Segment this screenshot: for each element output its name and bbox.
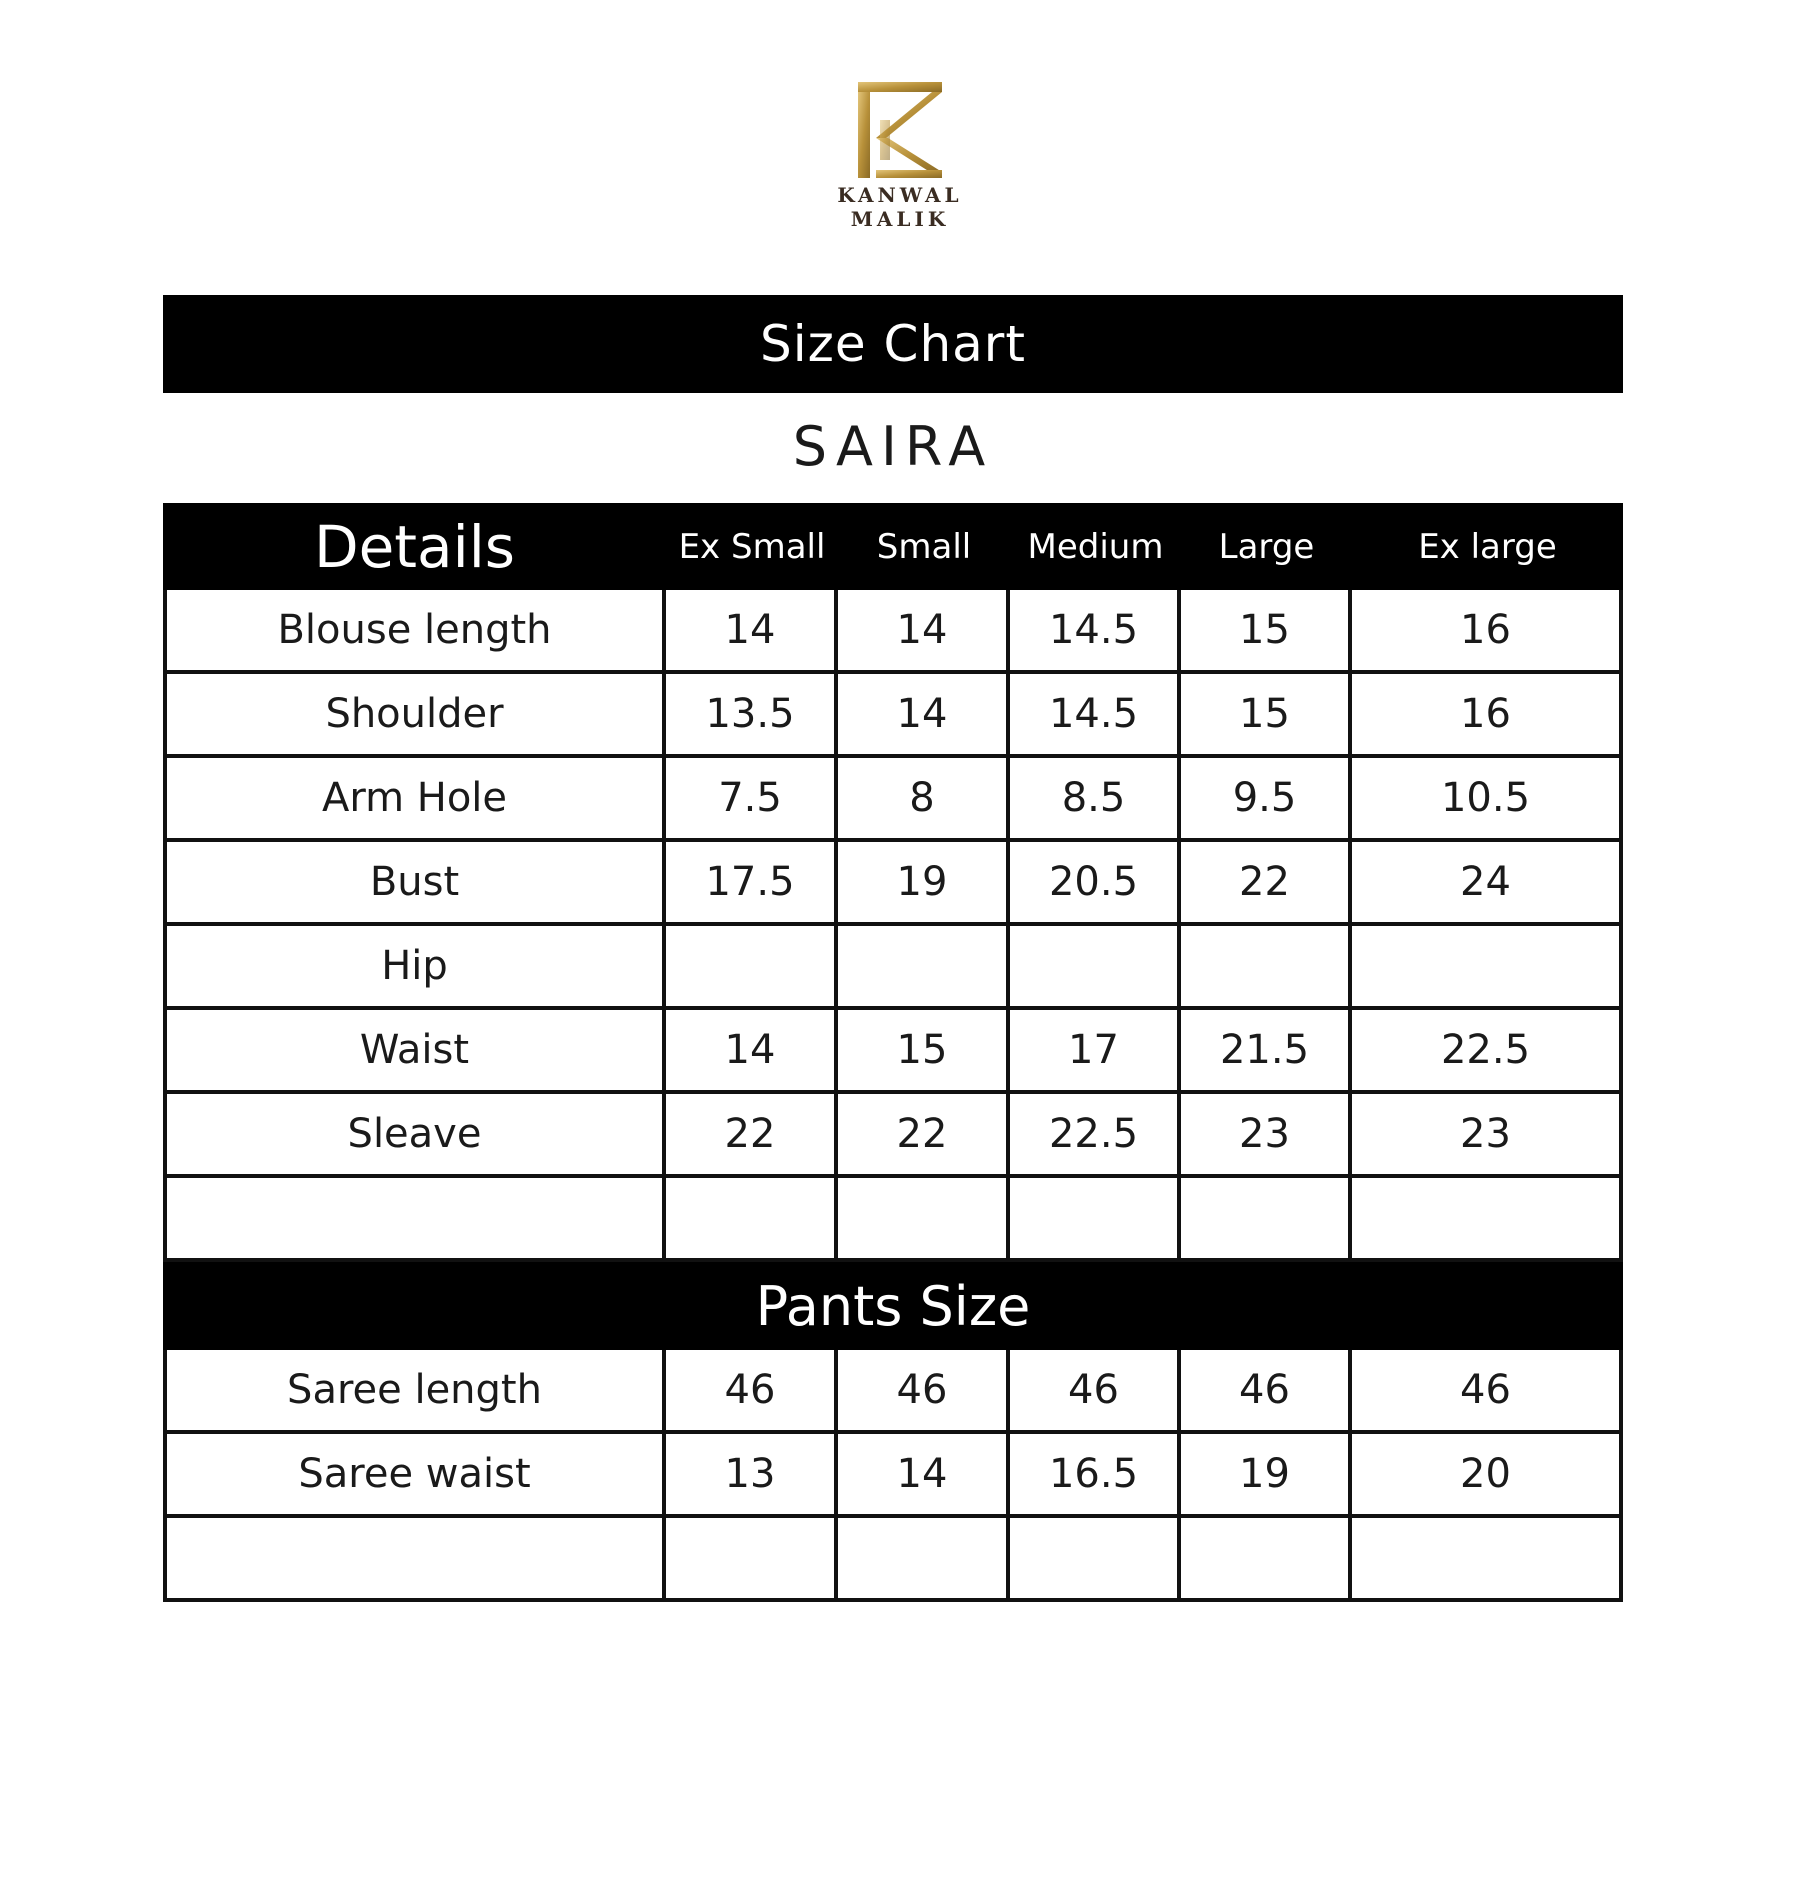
table-row (163, 1010, 1623, 1094)
measurement-cell: 22.5 (1010, 1094, 1181, 1178)
measurement-cell: 22 (1181, 842, 1352, 926)
measurement-cell (838, 1518, 1010, 1602)
measurement-cell (838, 1178, 1010, 1262)
measurement-cell (1010, 1178, 1181, 1262)
measurement-cell: 16 (1352, 590, 1623, 674)
measurement-cell: 17 (1010, 1010, 1181, 1094)
measurement-cell: 14 (666, 590, 838, 674)
measurement-cell (838, 926, 1010, 1010)
measurement-cell: 19 (838, 842, 1010, 926)
kanwal-malik-monogram-icon (856, 80, 944, 180)
table-row (163, 842, 1623, 926)
row-label: Arm Hole (163, 758, 666, 842)
measurement-cell (1352, 1518, 1623, 1602)
pants-section-header (163, 1262, 1623, 1350)
row-label: Blouse length (163, 590, 666, 674)
measurement-cell: 21.5 (1181, 1010, 1352, 1094)
measurement-cell: 9.5 (1181, 758, 1352, 842)
size-chart-banner (163, 295, 1623, 393)
header-size: Ex large (1418, 526, 1557, 567)
pants-section-title: Pants Size (755, 1274, 1031, 1338)
measurement-cell: 10.5 (1352, 758, 1623, 842)
measurement-cell: 17.5 (666, 842, 838, 926)
banner-title: Size Chart (760, 315, 1026, 373)
measurement-cell: 14 (838, 674, 1010, 758)
measurement-cell: 15 (1181, 590, 1352, 674)
row-label: Hip (163, 926, 666, 1010)
measurement-cell: 13 (666, 1434, 838, 1518)
row-label: Sleave (163, 1094, 666, 1178)
measurement-cell: 22 (666, 1094, 838, 1178)
table-row (163, 674, 1623, 758)
measurement-cell: 14 (666, 1010, 838, 1094)
size-table (163, 503, 1623, 1602)
measurement-cell (1352, 1178, 1623, 1262)
table-row (163, 1518, 1623, 1602)
row-label: Bust (163, 842, 666, 926)
header-details: Details (313, 512, 516, 581)
measurement-cell: 46 (666, 1350, 838, 1434)
product-name: SAIRA (792, 415, 994, 478)
brand-logo (790, 80, 1010, 231)
table-row (163, 1434, 1623, 1518)
measurement-cell: 20.5 (1010, 842, 1181, 926)
header-size: Small (876, 526, 972, 567)
measurement-cell: 16.5 (1010, 1434, 1181, 1518)
row-label: Saree waist (163, 1434, 666, 1518)
measurement-cell: 20 (1352, 1434, 1623, 1518)
table-row (163, 926, 1623, 1010)
header-size: Ex Small (678, 526, 826, 567)
measurement-cell: 46 (1352, 1350, 1623, 1434)
measurement-cell: 46 (1010, 1350, 1181, 1434)
row-label: Waist (163, 1010, 666, 1094)
measurement-cell: 14.5 (1010, 590, 1181, 674)
measurement-cell: 14 (838, 590, 1010, 674)
table-row (163, 1178, 1623, 1262)
table-row (163, 1350, 1623, 1434)
measurement-cell: 22 (838, 1094, 1010, 1178)
row-label: Saree length (163, 1350, 666, 1434)
measurement-cell (1181, 926, 1352, 1010)
table-row (163, 1094, 1623, 1178)
row-label (163, 1518, 666, 1602)
measurement-cell: 23 (1352, 1094, 1623, 1178)
measurement-cell (1010, 926, 1181, 1010)
measurement-cell: 14.5 (1010, 674, 1181, 758)
measurement-cell (1181, 1178, 1352, 1262)
measurement-cell: 8.5 (1010, 758, 1181, 842)
row-label (163, 1178, 666, 1262)
measurement-cell: 7.5 (666, 758, 838, 842)
measurement-cell: 23 (1181, 1094, 1352, 1178)
brand-name: KANWAL MALIK (837, 183, 963, 231)
measurement-cell: 14 (838, 1434, 1010, 1518)
measurement-cell: 8 (838, 758, 1010, 842)
measurement-cell: 46 (838, 1350, 1010, 1434)
measurement-cell: 46 (1181, 1350, 1352, 1434)
measurement-cell: 15 (1181, 674, 1352, 758)
table-header-row (163, 503, 1623, 590)
measurement-cell: 22.5 (1352, 1010, 1623, 1094)
measurement-cell (666, 1178, 838, 1262)
measurement-cell (666, 1518, 838, 1602)
measurement-cell (1352, 926, 1623, 1010)
measurement-cell: 15 (838, 1010, 1010, 1094)
header-size: Large (1218, 526, 1315, 567)
measurement-cell: 19 (1181, 1434, 1352, 1518)
row-label: Shoulder (163, 674, 666, 758)
measurement-cell (666, 926, 838, 1010)
measurement-cell: 16 (1352, 674, 1623, 758)
measurement-cell: 24 (1352, 842, 1623, 926)
measurement-cell: 13.5 (666, 674, 838, 758)
header-size: Medium (1027, 526, 1164, 567)
table-row (163, 758, 1623, 842)
measurement-cell (1181, 1518, 1352, 1602)
measurement-cell (1010, 1518, 1181, 1602)
table-row (163, 590, 1623, 674)
